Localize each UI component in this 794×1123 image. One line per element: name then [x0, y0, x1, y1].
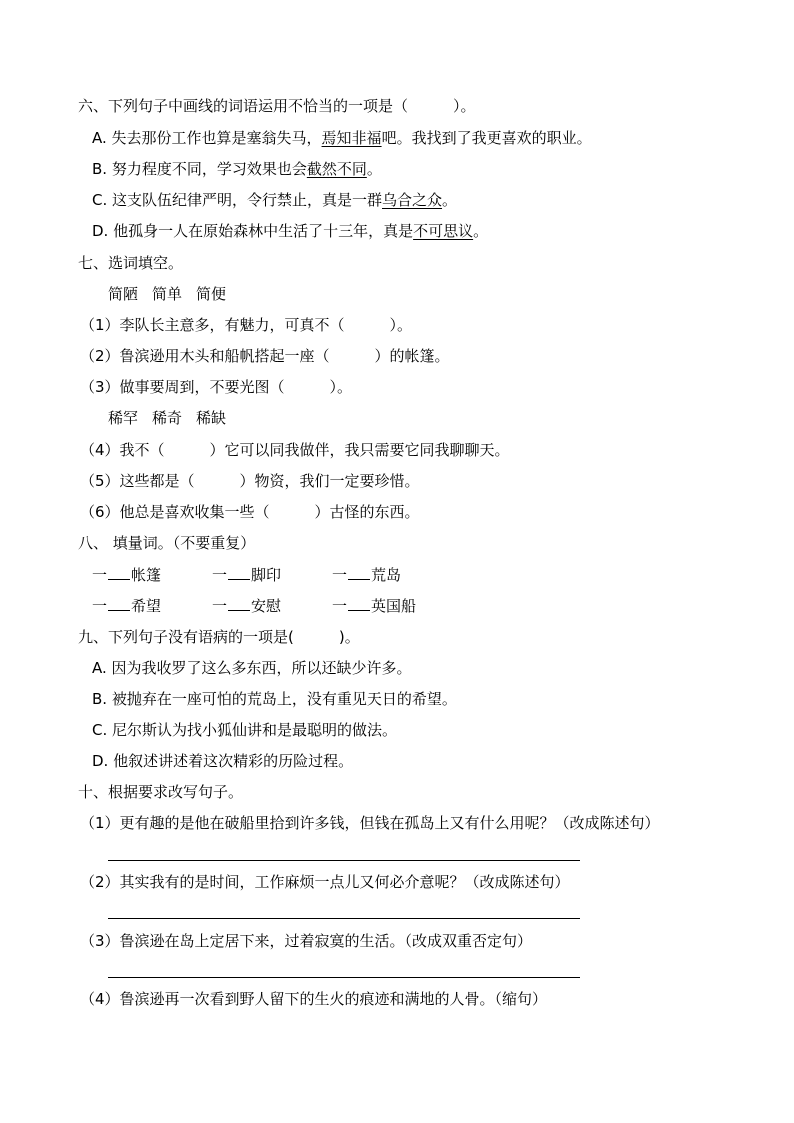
q10-item-4: （4）鲁滨逊再一次看到野人留下的生火的痕迹和满地的人骨。（缩句）	[80, 990, 548, 1008]
word-option: 简陋	[108, 285, 139, 303]
word-option: 简单	[152, 285, 183, 303]
q6-option-a: A. 失去那份工作也算是塞翁失马，焉知非福吧。我找到了我更喜欢的职业。	[92, 129, 592, 147]
measure-item: 一 荒岛	[332, 566, 402, 584]
q6-option-d-underlined: 不可思议	[413, 222, 474, 240]
word-option: 简便	[196, 285, 227, 303]
answer-blank[interactable]	[348, 596, 370, 611]
q9-option-d: D. 他叙述讲述着这次精彩的历险过程。	[92, 752, 354, 770]
q6-option-d: D. 他孤身一人在原始森林中生活了十三年，真是不可思议。	[92, 222, 489, 240]
q9-option-a: A. 因为我收罗了这么多东西，所以还缺少许多。	[92, 659, 412, 677]
q9-option-c: C. 尼尔斯认为找小狐仙讲和是最聪明的做法。	[92, 721, 398, 739]
q8-row-2	[92, 596, 452, 616]
answer-blank[interactable]	[228, 565, 250, 580]
q7-item-3: （3）做事要周到，不要光图（ ）。	[80, 378, 353, 396]
word-option: 稀罕	[108, 409, 139, 427]
q7-word-set-2	[108, 408, 240, 428]
q10-item-3: （3）鲁滨逊在岛上定居下来，过着寂寞的生活。（改成双重否定句）	[80, 932, 533, 950]
answer-blank[interactable]	[348, 565, 370, 580]
q6-option-a-underlined: 焉知非福	[321, 129, 382, 147]
q6-option-c-underlined: 乌合之众	[382, 191, 443, 209]
answer-line[interactable]	[108, 860, 580, 861]
word-option: 稀缺	[196, 409, 227, 427]
q9-option-b: B. 被抛弃在一座可怕的荒岛上，没有重见天日的希望。	[92, 690, 457, 708]
q7-item-2: （2）鲁滨逊用木头和船帆搭起一座（ ）的帐篷。	[80, 347, 450, 365]
q10-title: 十、根据要求改写句子。	[78, 783, 244, 801]
q7-title: 七、选词填空。	[78, 254, 184, 272]
q6-title: 六、下列句子中画线的词语运用不恰当的一项是（ ）。	[78, 97, 476, 115]
answer-blank[interactable]	[108, 596, 130, 611]
answer-blank[interactable]	[108, 565, 130, 580]
q7-item-6: （6）他总是喜欢收集一些（ ）古怪的东西。	[80, 503, 420, 521]
q7-word-set-1	[108, 284, 240, 304]
measure-item: 一 希望	[92, 597, 162, 615]
q6-option-b-underlined: 截然不同	[306, 160, 367, 178]
q9-title: 九、下列句子没有语病的一项是( )。	[78, 628, 360, 646]
q10-item-2: （2）其实我有的是时间，工作麻烦一点儿又何必介意呢？（改成陈述句）	[80, 873, 570, 891]
answer-line[interactable]	[108, 977, 580, 978]
q8-title: 八、 填量词。（不要重复）	[78, 534, 256, 552]
q7-item-4: （4）我不（ ）它可以同我做伴，我只需要它同我聊聊天。	[80, 441, 510, 459]
q7-item-1: （1）李队长主意多，有魅力，可真不（ ）。	[80, 316, 413, 334]
answer-line[interactable]	[108, 918, 580, 919]
measure-item: 一 帐篷	[92, 566, 162, 584]
word-option: 稀奇	[152, 409, 183, 427]
q7-item-5: （5）这些都是（ ）物资，我们一定要珍惜。	[80, 472, 420, 490]
q10-item-1: （1）更有趣的是他在破船里拾到许多钱，但钱在孤岛上又有什么用呢？（改成陈述句）	[80, 814, 660, 832]
q6-option-b: B. 努力程度不同，学习效果也会截然不同。	[92, 160, 382, 178]
measure-item: 一 安慰	[212, 597, 282, 615]
measure-item: 一 脚印	[212, 566, 282, 584]
q6-option-c: C. 这支队伍纪律严明，令行禁止，真是一群乌合之众。	[92, 191, 458, 209]
measure-item: 一 英国船	[332, 597, 417, 615]
answer-blank[interactable]	[228, 596, 250, 611]
q8-row-1	[92, 565, 452, 585]
